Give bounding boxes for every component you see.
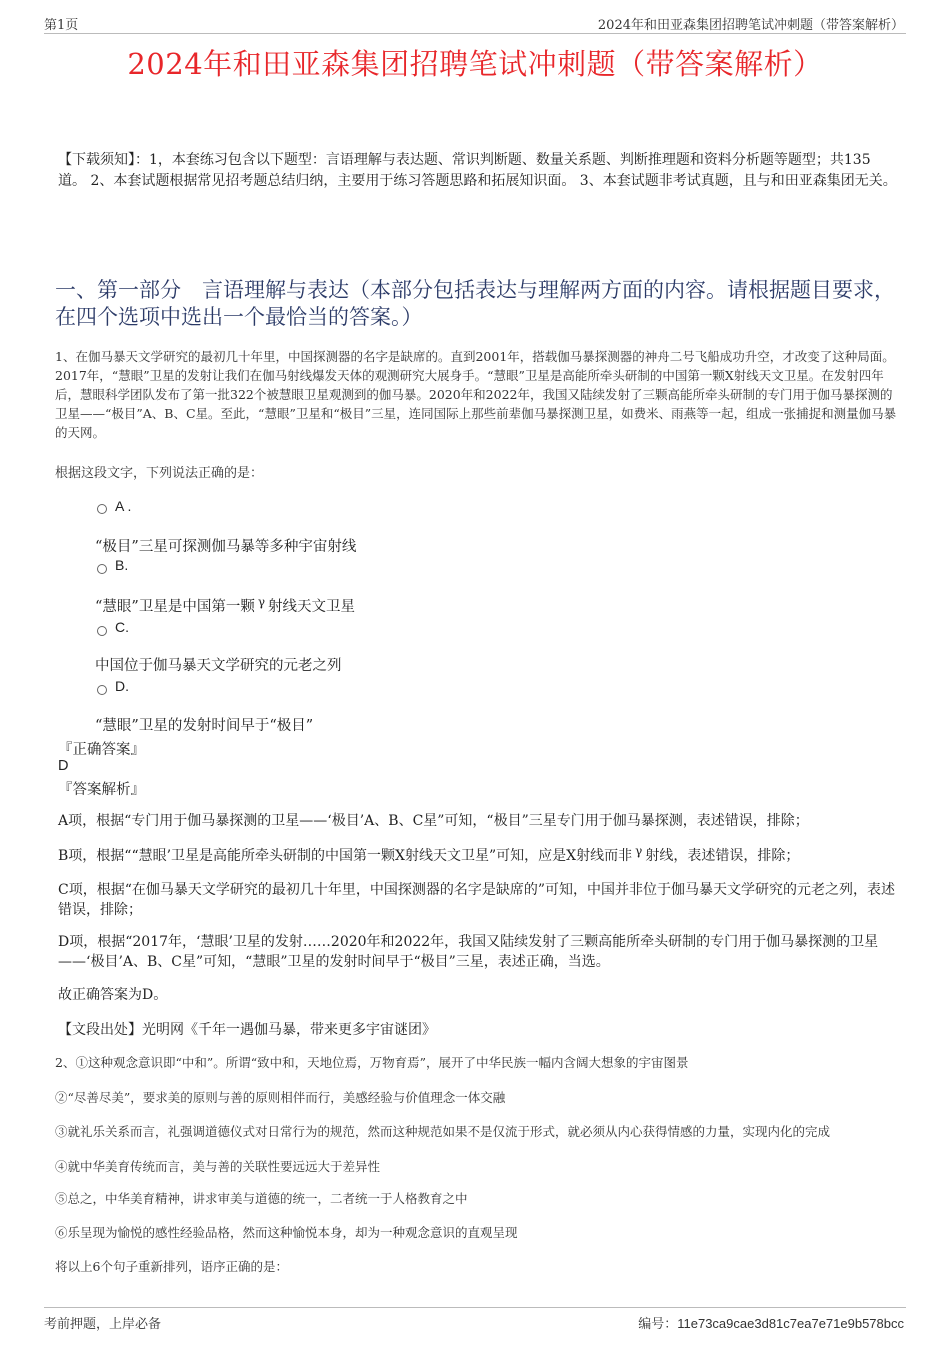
section-heading: 一、第一部分 言语理解与表达（本部分包括表达与理解两方面的内容。请根据题目要求，在四个选项中选出一个最恰当的答案。） [55,278,895,329]
option-d-text: “慧眼”卫星的发射时间早于“极目” [95,718,314,734]
download-notice: 【下载须知】：1，本套练习包含以下题型：言语理解与表达题、常识判断题、数量关系题、判断推理题和资料分析题等题型；共135道。 2、本套试题根据常见招考题总结归纳，主要用于练习答题思路和拓展知识面。 3、本套试题非考试真题，且与和田亚森集团无关。 [58,152,897,189]
q2-line-5: ⑤总之，中华美育精神，讲求审美与道德的统一，二者统一于人格教育之中 [55,1191,468,1206]
q2-prompt: 将以上6个句子重新排列，语序正确的是： [55,1259,288,1274]
footer-code-value: 11e73ca9cae3d81c7ea7e71e9b578bcc [677,1316,904,1331]
footer-code-label: 编号： [638,1317,678,1332]
analysis-a: A项，根据“专门用于伽马暴探测的卫星——‘极目’A、B、C星”可知，“极目”三星专门用于伽马暴探测，表述错误，排除； [58,813,809,829]
option-b-letter: B. [115,557,129,573]
option-a-letter: A . [115,498,132,514]
option-a-text: “极目”三星可探测伽马暴等多种宇宙射线 [95,539,357,555]
analysis-b [58,846,898,866]
analysis-d: D项，根据“2017年，‘慧眼’卫星的发射……2020年和2022年，我国又陆续发射了三颗高能所牵头研制的专门用于伽马暴探测的卫星——‘极目’A、B、C星”可知，“慧眼”卫星的发射时间早于“极目”三星，表述正确，当选。 [58,934,879,970]
analysis-c: C项，根据“在伽马暴天文学研究的最初几十年里，中国探测器的名字是缺席的”可知，中国并非位于伽马暴天文学研究的元老之列，表述错误，排除； [58,882,896,918]
footer-divider [44,1307,906,1308]
option-d-radio[interactable] [97,685,107,695]
q2-line-3: ③就礼乐关系而言，礼强调道德仪式对日常行为的规范，然而这种规范如果不是仅流于形式，就必须从内心获得情感的力量，实现内化的完成 [55,1124,831,1139]
q2-line-2: ②“尽善尽美”，要求美的原则与善的原则相伴而行，美感经验与价值理念一体交融 [55,1090,506,1105]
option-c-letter: C. [115,619,129,635]
analysis-b-post: 射线，表述错误，排除； [645,848,800,864]
option-d-letter: D. [115,678,129,694]
passage-source: 【文段出处】光明网《千年一遇伽马暴，带来更多宇宙谜团》 [58,1022,436,1038]
q1-lead: 根据这段文字，下列说法正确的是： [55,466,264,481]
page-title: 2024年和田亚森集团招聘笔试冲刺题（带答案解析） [127,47,823,81]
q2-line-4: ④就中华美育传统而言，美与善的关联性要远远大于差异性 [55,1159,381,1174]
option-a-radio[interactable] [97,504,107,514]
option-c-text: 中国位于伽马暴天文学研究的元老之列 [95,658,342,674]
analysis-label: 『答案解析』 [58,782,145,798]
option-c-radio[interactable] [97,626,107,636]
analysis-conclusion: 故正确答案为D。 [58,987,168,1003]
gamma-symbol: γ [257,595,265,609]
footer-code [638,1313,904,1332]
header-divider [44,33,906,34]
footer-slogan: 考前押题，上岸必备 [44,1317,162,1332]
q2-line-1: 2、①这种观念意识即“中和”。所谓“致中和，天地位焉，万物育焉”，展开了中华民族一幅内含阔大想象的宇宙图景 [55,1055,689,1070]
answer-label: 『正确答案』 [58,742,145,758]
header-page-label: 第1页 [44,18,79,33]
q2-line-6: ⑥乐呈现为愉悦的感性经验品格，然而这种愉悦本身，却为一种观念意识的直观呈现 [55,1225,518,1240]
option-b-text [95,595,355,616]
q1-passage: 1、在伽马暴天文学研究的最初几十年里，中国探测器的名字是缺席的。直到2001年，搭载伽马暴探测器的神舟二号飞船成功升空，才改变了这种局面。2017年，“慧眼”卫星的发射让我们在伽马射线爆发天体的观测研究大展身手。“慧眼”卫星是高能所牵头研制的中国第一颗X射线天文卫星。在发射四年后，慧眼科学团队发布了第一批322个被慧眼卫星观测到的伽马暴。2020年和2022年，我国又陆续发射了三颗高能所牵头研制的专门用于伽马暴探测的卫星——“极目”A、B、C星。至此，“慧眼”卫星和“极目”三星，连同国际上那些前辈伽马暴探测卫星，如费米、雨燕等一起，组成一张捕捉和测量伽马暴的天网。 [55,349,897,440]
option-b-radio[interactable] [97,564,107,574]
option-b-text-post: 射线天文卫星 [268,599,355,615]
gamma-symbol: γ [635,844,643,858]
header-doc-title: 2024年和田亚森集团招聘笔试冲刺题（带答案解析） [597,18,904,33]
option-b-text-pre: “慧眼”卫星是中国第一颗 [95,599,255,615]
answer-value: D [58,758,69,774]
analysis-b-pre: B项，根据““慧眼’卫星是高能所牵头研制的中国第一颗X射线天文卫星”可知，应是X射线而非 [58,848,633,864]
